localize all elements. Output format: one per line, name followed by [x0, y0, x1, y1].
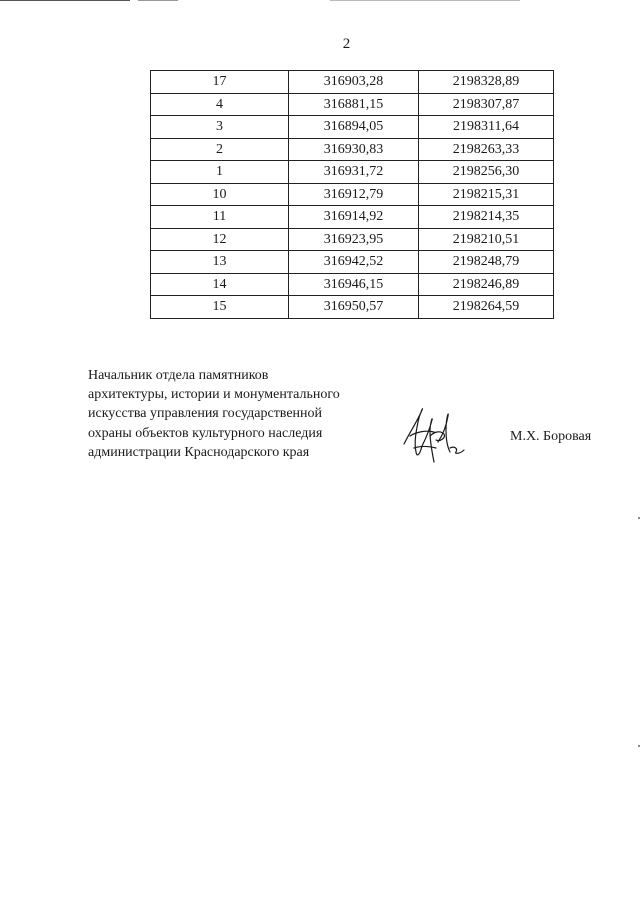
y-coordinate-cell: 2198215,31: [419, 183, 554, 206]
table-row: [151, 93, 554, 116]
y-coordinate-cell: 2198307,87: [419, 93, 554, 116]
x-coordinate-cell: 316931,72: [289, 161, 419, 184]
position-line: охраны объектов культурного наследия: [88, 425, 323, 441]
point-number-cell: 15: [151, 296, 289, 319]
point-number-cell: 12: [151, 228, 289, 251]
point-number-cell: 1: [151, 161, 289, 184]
x-coordinate-cell: 316950,57: [289, 296, 419, 319]
scan-edge-top: [0, 0, 130, 1]
x-coordinate-cell: 316942,52: [289, 251, 419, 274]
table-row: [151, 273, 554, 296]
x-coordinate-cell: 316881,15: [289, 93, 419, 116]
page-number: 2: [342, 36, 351, 52]
handwritten-signature-icon: [400, 402, 466, 466]
position-line: Начальник отдела памятников: [88, 368, 269, 383]
y-coordinate-cell: 2198210,51: [419, 228, 554, 251]
coordinates-table-body: [151, 71, 554, 319]
y-coordinate-cell: 2198264,59: [419, 296, 554, 319]
coordinates-table: [150, 70, 554, 319]
x-coordinate-cell: 316923,95: [289, 228, 419, 251]
point-number-cell: 13: [151, 251, 289, 274]
table-row: [151, 116, 554, 139]
x-coordinate-cell: 316946,15: [289, 273, 419, 296]
point-number-cell: 10: [151, 183, 289, 206]
position-line: архитектуры, истории и монументального: [88, 387, 340, 403]
x-coordinate-cell: 316914,92: [289, 206, 419, 229]
table-row: [151, 251, 554, 274]
table-row: [151, 206, 554, 229]
table-row: [151, 296, 554, 319]
point-number-cell: 17: [151, 71, 289, 94]
signatory-position: [88, 366, 388, 462]
x-coordinate-cell: 316912,79: [289, 183, 419, 206]
point-number-cell: 3: [151, 116, 289, 139]
position-line: администрации Краснодарского края: [88, 444, 310, 460]
y-coordinate-cell: 2198214,35: [419, 206, 554, 229]
y-coordinate-cell: 2198256,30: [419, 161, 554, 184]
scan-edge-top: [330, 0, 520, 1]
point-number-cell: 14: [151, 273, 289, 296]
x-coordinate-cell: 316894,05: [289, 116, 419, 139]
x-coordinate-cell: 316903,28: [289, 71, 419, 94]
signer-name: М.Х. Боровая: [510, 429, 592, 444]
table-row: [151, 161, 554, 184]
y-coordinate-cell: 2198311,64: [419, 116, 554, 139]
position-line: искусства управления государственной: [88, 406, 323, 422]
point-number-cell: 2: [151, 138, 289, 161]
table-row: [151, 71, 554, 94]
x-coordinate-cell: 316930,83: [289, 138, 419, 161]
table-row: [151, 228, 554, 251]
point-number-cell: 11: [151, 206, 289, 229]
y-coordinate-cell: 2198328,89: [419, 71, 554, 94]
y-coordinate-cell: 2198263,33: [419, 138, 554, 161]
table-row: [151, 183, 554, 206]
point-number-cell: 4: [151, 93, 289, 116]
table-row: [151, 138, 554, 161]
y-coordinate-cell: 2198246,89: [419, 273, 554, 296]
y-coordinate-cell: 2198248,79: [419, 251, 554, 274]
scan-edge-top: [138, 0, 178, 1]
